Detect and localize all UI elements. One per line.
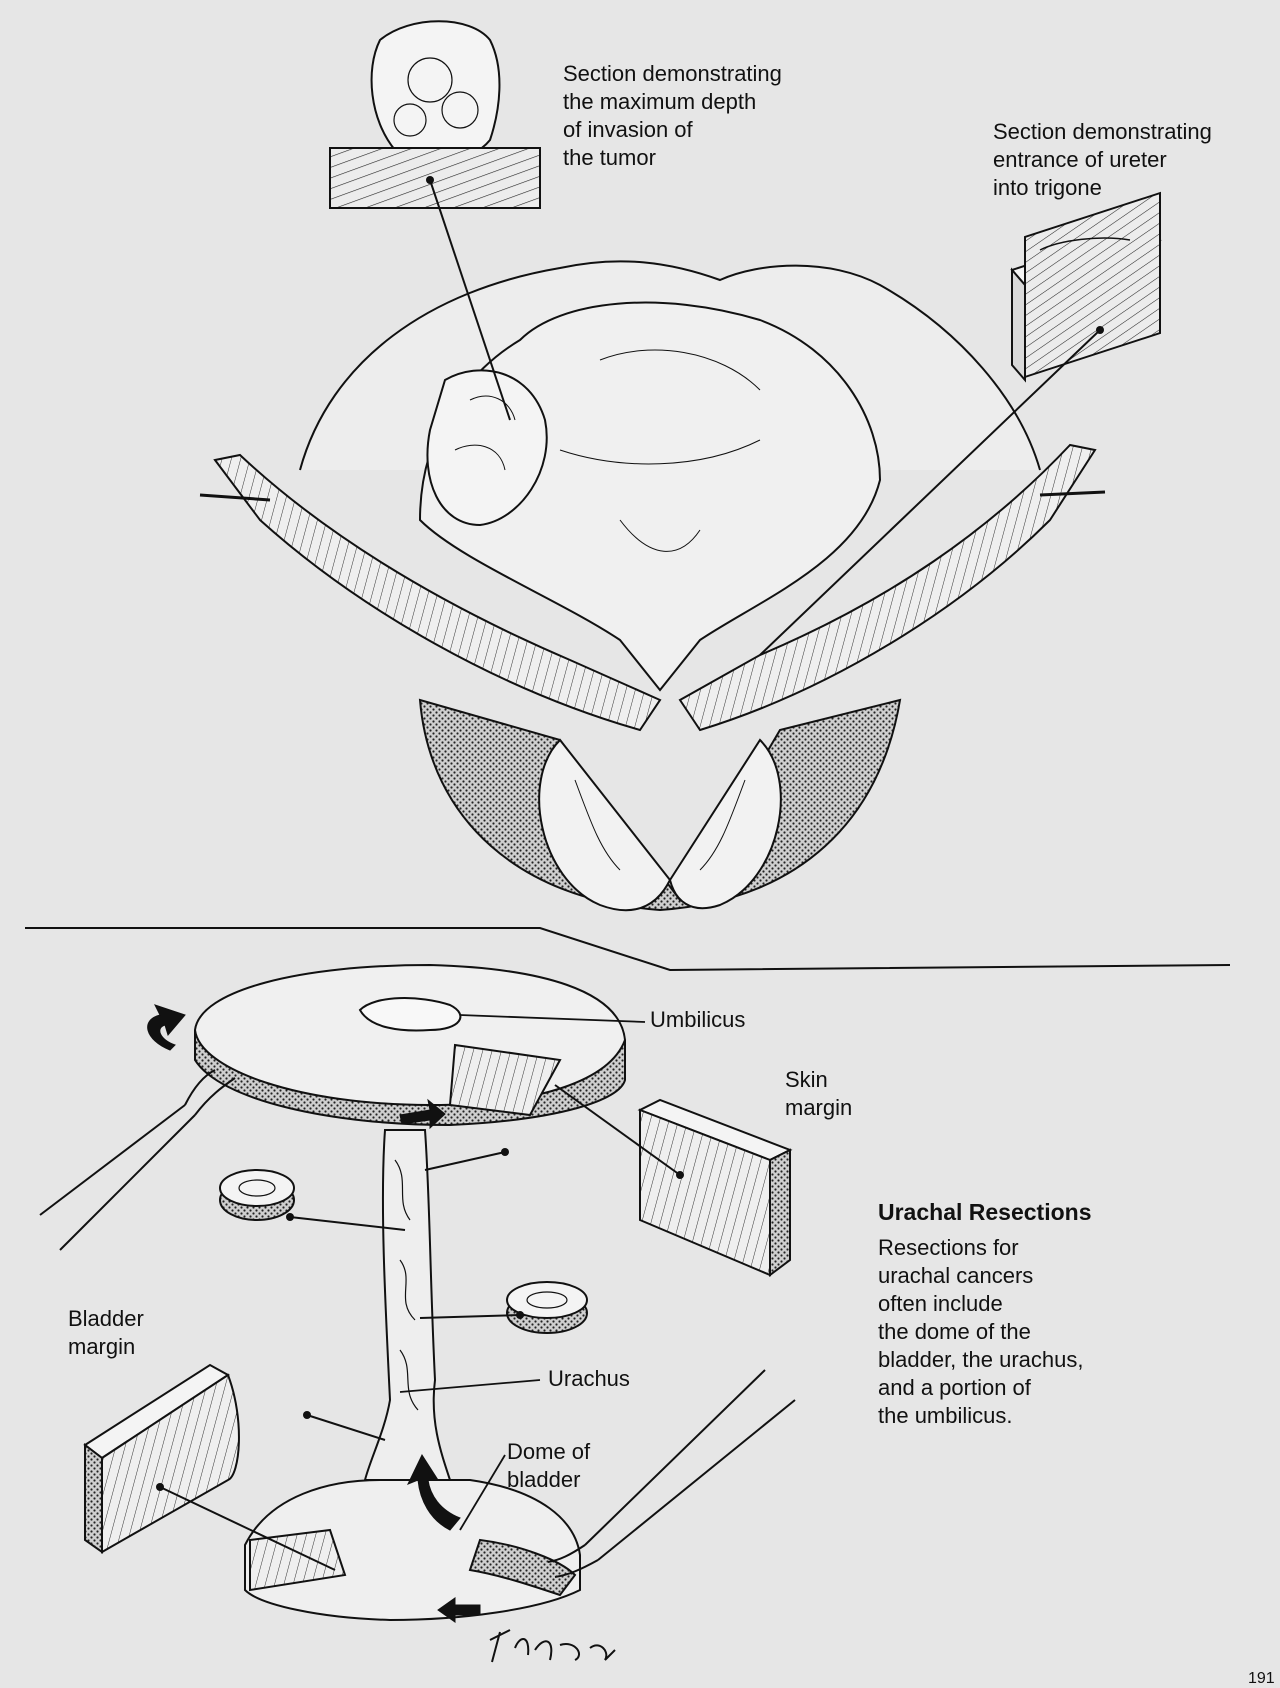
label-dome-of-bladder: Dome of bladder [507, 1439, 591, 1492]
label-bladder-margin: Bladder margin [68, 1306, 144, 1359]
label-skin-margin: Skin margin [785, 1067, 853, 1120]
opened-bladder [200, 261, 1105, 910]
page-number: 191 [1248, 1670, 1275, 1687]
urachus-section-lower [507, 1282, 587, 1333]
skin-margin-specimen [640, 1100, 790, 1275]
bladder-dome [245, 1480, 580, 1620]
artist-signature [490, 1630, 615, 1662]
label-tumor-section: Section demonstrating the maximum depth of invasion of the tumor [563, 61, 782, 170]
urachus-section-upper [220, 1170, 294, 1220]
tumor-section-specimen [330, 21, 540, 208]
caption-title: Urachal Resections [878, 1199, 1092, 1225]
label-ureter-section: Section demonstrating entrance of ureter into trigone [993, 119, 1212, 200]
forceps-left [40, 1070, 235, 1250]
umbilical-disc [195, 965, 625, 1125]
urachus-stalk [365, 1130, 450, 1480]
bladder-margin-specimen [85, 1365, 239, 1552]
label-urachus: Urachus [548, 1366, 630, 1391]
section-divider [25, 928, 1230, 970]
label-umbilicus: Umbilicus [650, 1007, 746, 1032]
caption-body: Resections for urachal cancers often include the dome of the bladder, the urachus, and a portion of the umbilicus. [878, 1235, 1084, 1428]
ureter-section-specimen [1012, 193, 1160, 380]
